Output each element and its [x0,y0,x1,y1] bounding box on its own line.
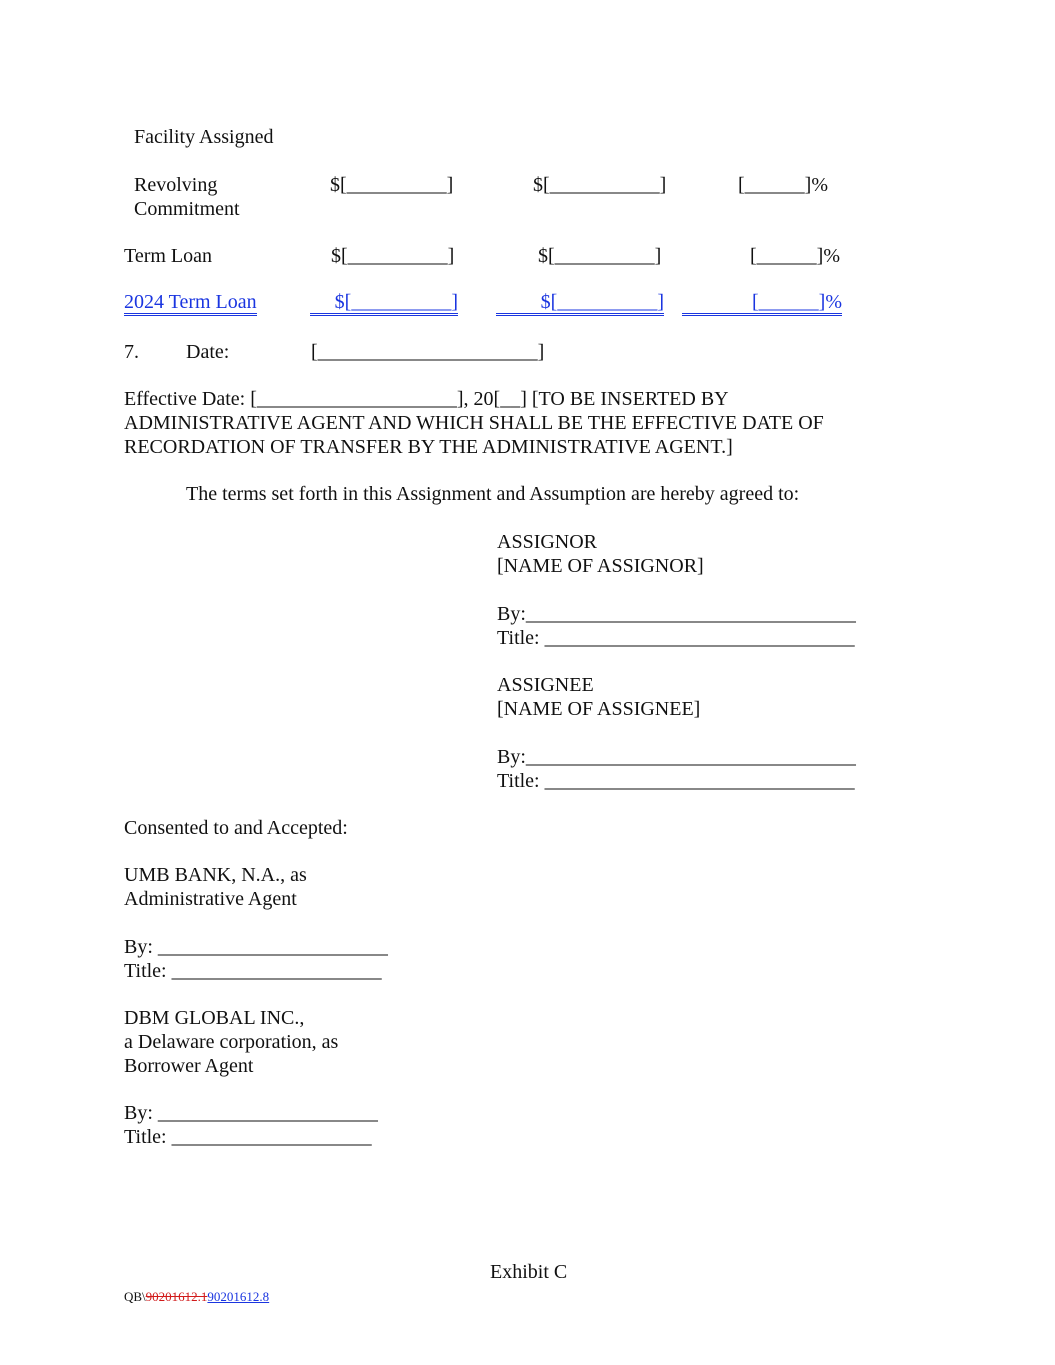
revolving-label-line2: Commitment [134,198,240,220]
agreement-sentence: The terms set forth in this Assignment and Assumption are hereby agreed to: [186,483,800,505]
document-id-deleted: 90201612.1 [145,1289,208,1304]
revolving-label-line1: Revolving [134,174,218,196]
agent-line2: Administrative Agent [124,888,297,910]
effective-date-line2: ADMINISTRATIVE AGENT AND WHICH SHALL BE THE EFFECTIVE DATE OF [124,412,824,434]
borrower-line3: Borrower Agent [124,1055,254,1077]
facility-assigned-header: Facility Assigned [134,126,274,148]
term-loan-amount1: $[__________] [331,245,455,267]
agent-by-line: By: _______________________ [124,936,388,958]
revolving-amount1: $[__________] [330,174,454,196]
agent-line1: UMB BANK, N.A., as [124,864,307,886]
revolving-amount2: $[___________] [533,174,667,196]
revolving-percent: [______]% [738,174,828,196]
borrower-line1: DBM GLOBAL INC., [124,1007,305,1029]
assignor-name: [NAME OF ASSIGNOR] [497,555,704,577]
borrower-by-line: By: ______________________ [124,1102,378,1124]
assignor-title-line: Title: _______________________________ [497,627,855,649]
document-id [124,1289,269,1305]
inserted-2024-percent: [______]% [682,292,842,316]
term-loan-amount2: $[__________] [538,245,662,267]
assignee-name: [NAME OF ASSIGNEE] [497,698,701,720]
effective-date-line3: RECORDATION OF TRANSFER BY THE ADMINISTRATIVE AGENT.] [124,436,733,458]
inserted-2024-amount2: $[__________] [496,292,664,316]
consent-heading: Consented to and Accepted: [124,817,348,839]
assignee-title-line: Title: _______________________________ [497,770,855,792]
document-id-inserted: 90201612.8 [207,1289,270,1304]
assignee-by-line: By:_________________________________ [497,746,856,768]
assignor-heading: ASSIGNOR [497,531,598,553]
borrower-title-line: Title: ____________________ [124,1126,372,1148]
effective-date-line1: Effective Date: [____________________], 20[__] [TO BE INSERTED BY [124,388,729,410]
borrower-line2: a Delaware corporation, as [124,1031,339,1053]
agent-title-line: Title: _____________________ [124,960,382,982]
inserted-2024-term-loan-label: 2024 Term Loan [124,292,257,316]
date-item-label: Date: [186,341,230,363]
document-id-prefix: QB\ [124,1289,146,1304]
date-item-blank: [______________________] [311,341,545,363]
assignor-by-line: By:_________________________________ [497,603,856,625]
date-item-number: 7. [124,341,139,363]
term-loan-label: Term Loan [124,245,213,267]
assignee-heading: ASSIGNEE [497,674,594,696]
inserted-2024-amount1: $[__________] [310,292,458,316]
exhibit-label: Exhibit C [490,1261,568,1283]
term-loan-percent: [______]% [750,245,840,267]
